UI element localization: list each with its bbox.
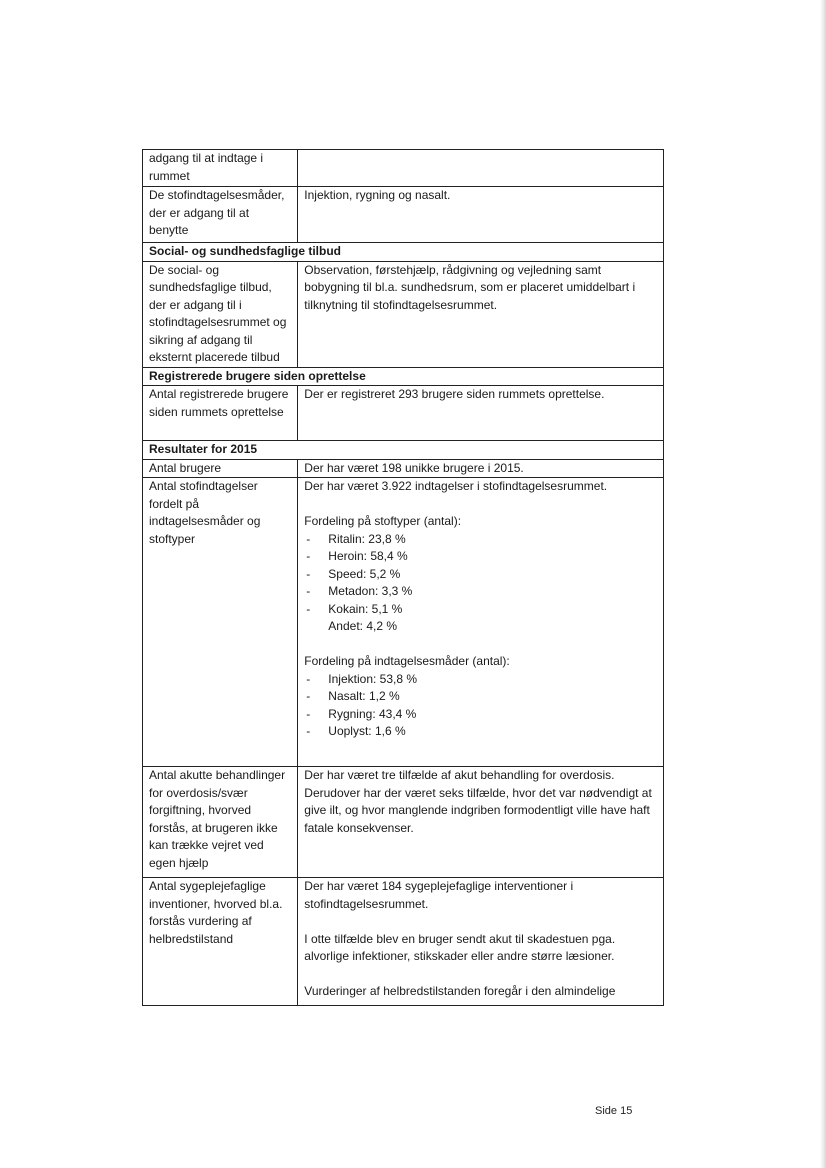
dash-bullet: - (306, 724, 311, 738)
section-header-registered: Registrerede brugere siden oprettelse (143, 367, 664, 386)
dash-bullet: - (306, 584, 311, 598)
substances-heading: Fordeling på stoftyper (antal): (304, 514, 462, 528)
dash-bullet: - (306, 531, 311, 546)
nursing-paragraph: I otte tilfælde blev en bruger sendt akut til skadestuen pga. alvorlige infektioner, stikskader eller andre større læsioner. (304, 931, 616, 963)
list-item: Andet: 4,2 % (328, 619, 398, 633)
report-table (142, 149, 664, 1006)
list-item: - Ritalin: 23,8 % (304, 531, 657, 549)
dash-bullet: - (306, 566, 311, 581)
row-label-social: De social- og sundhedsfaglige tilbud, der er adgang til i stofindtagelsesrummet og sikring af adgang til eksternt placerede tilbud (143, 261, 298, 367)
row-value-nursing (298, 878, 664, 1006)
page-edge-shadow (820, 0, 826, 1168)
row-value-registered: Der er registreret 293 brugere siden rummets oprettelse. (298, 386, 664, 441)
dash-bullet: - (306, 706, 311, 721)
table-row (143, 386, 664, 441)
list-item: - Speed: 5,2 % (304, 566, 657, 584)
list-item: - Uoplyst: 1,6 % (304, 723, 657, 741)
row-label-overdose: Antal akutte behandlinger for overdosis/svær forgiftning, hvorved forstås, at brugeren ikke kan trække vejret ved egen hjælp (143, 767, 298, 878)
table-row (143, 767, 664, 878)
intakes-intro: Der har været 3.922 indtagelser i stofindtagelsesrummet. (304, 479, 608, 493)
list-item: - Nasalt: 1,2 % (304, 688, 657, 706)
row-label-registered: Antal registrerede brugere siden rummets oprettelse (143, 386, 298, 441)
list-item: - Kokain: 5,1 % (304, 601, 657, 619)
substances-list (304, 531, 657, 636)
section-header-results: Resultater for 2015 (143, 441, 664, 460)
row-value-methods: Injektion, rygning og nasalt. (298, 187, 664, 243)
page-number: Side 15 (595, 1105, 633, 1117)
row-label-intakes: Antal stofindtagelser fordelt på indtagelsesmåder og stoftyper (143, 478, 298, 767)
row-label-nursing: Antal sygeplejefaglige inventioner, hvorved bl.a. forstås vurdering af helbredstilstand (143, 878, 298, 1006)
dash-bullet: - (306, 689, 311, 703)
nursing-paragraph: Vurderinger af helbredstilstanden foregår i den almindelige (304, 984, 616, 998)
row-label-users: Antal brugere (143, 459, 298, 478)
row-value-users: Der har været 198 unikke brugere i 2015. (298, 459, 664, 478)
row-value-access (298, 150, 664, 187)
row-value-social: Observation, førstehjælp, rådgivning og vejledning samt bobygning til bl.a. sundhedsrum, som er placeret umiddelbart i tilknytning til stofindtagelsesrummet. (298, 261, 664, 367)
dash-bullet: - (306, 601, 311, 616)
methods-heading: Fordeling på indtagelsesmåder (antal): (304, 654, 510, 668)
table-row (143, 478, 664, 767)
table-row (143, 878, 664, 1006)
methods-list (304, 671, 657, 741)
section-header-row (143, 441, 664, 460)
section-header-row (143, 243, 664, 262)
table-row (143, 459, 664, 478)
table-row (143, 187, 664, 243)
row-label-access: adgang til at indtage i rummet (143, 150, 298, 187)
dash-bullet: - (306, 671, 311, 686)
nursing-paragraph: Der har været 184 sygeplejefaglige interventioner i stofindtagelsesrummet. (304, 879, 574, 911)
list-item: - Metadon: 3,3 % (304, 583, 657, 601)
list-item: - Injektion: 53,8 % (304, 671, 657, 689)
row-label-methods: De stofindtagelsesmåder, der er adgang til at benytte (143, 187, 298, 243)
dash-bullet: - (306, 549, 311, 563)
table-row (143, 150, 664, 187)
list-item: - Rygning: 43,4 % (304, 706, 657, 724)
list-item: - Heroin: 58,4 % (304, 548, 657, 566)
row-value-overdose: Der har været tre tilfælde af akut behandling for overdosis. Derudover har der været seks tilfælde, hvor det var nødvendigt at give ilt, og hvor manglende indgriben formodentligt ville have haft fatale konsekvenser. (298, 767, 664, 878)
row-value-intakes (298, 478, 664, 767)
section-header-social: Social- og sundhedsfaglige tilbud (143, 243, 664, 262)
table-row (143, 261, 664, 367)
section-header-row (143, 367, 664, 386)
